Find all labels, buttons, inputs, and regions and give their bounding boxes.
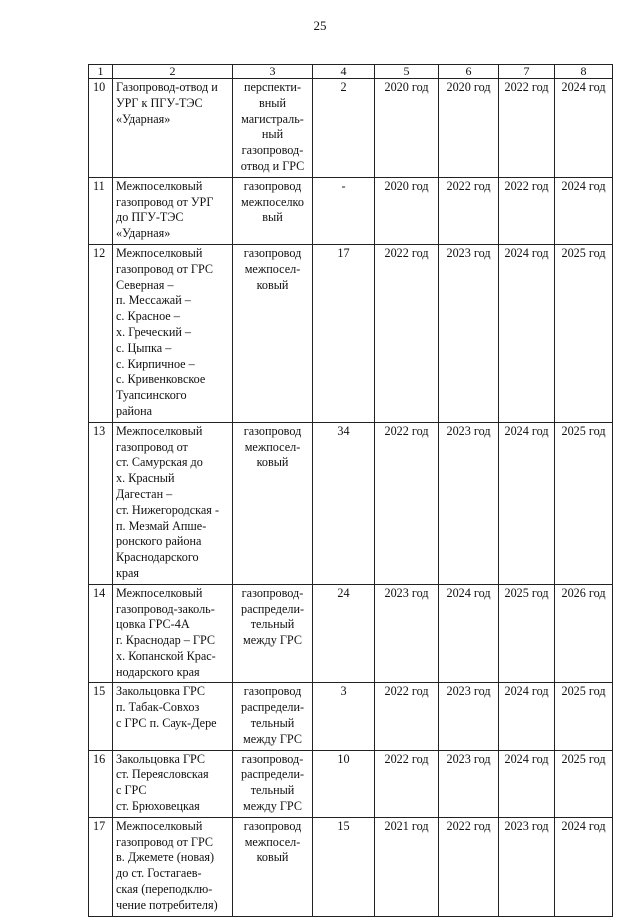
pipeline-length: 15 xyxy=(313,817,375,916)
header-cell: 3 xyxy=(233,65,313,79)
header-cell: 7 xyxy=(499,65,555,79)
pipeline-length: 24 xyxy=(313,584,375,683)
table-row xyxy=(89,244,613,422)
year-col-5: 2022 год xyxy=(375,750,439,817)
pipeline-type: перспекти- вный магистраль- ный газопровод- отвод и ГРС xyxy=(233,79,313,178)
pipeline-type: газопровод межпосел- ковый xyxy=(233,422,313,584)
year-col-6: 2023 год xyxy=(439,244,499,422)
pipeline-length: 10 xyxy=(313,750,375,817)
table-row xyxy=(89,750,613,817)
header-cell: 8 xyxy=(555,65,613,79)
header-cell: 4 xyxy=(313,65,375,79)
year-col-7: 2024 год xyxy=(499,750,555,817)
year-col-6: 2022 год xyxy=(439,817,499,916)
year-col-7: 2024 год xyxy=(499,683,555,750)
year-col-8: 2024 год xyxy=(555,79,613,178)
year-col-7: 2022 год xyxy=(499,79,555,178)
pipeline-length: 3 xyxy=(313,683,375,750)
table-row xyxy=(89,683,613,750)
year-col-6: 2023 год xyxy=(439,750,499,817)
year-col-5: 2023 год xyxy=(375,584,439,683)
pipeline-name: Закольцовка ГРС ст. Переясловская с ГРС ст. Брюховецкая xyxy=(113,750,233,817)
pipeline-name: Межпоселковый газопровод от УРГ до ПГУ-ТЭС «Ударная» xyxy=(113,177,233,244)
table-row xyxy=(89,422,613,584)
row-number: 17 xyxy=(89,817,113,916)
year-col-8: 2024 год xyxy=(555,817,613,916)
year-col-6: 2024 год xyxy=(439,584,499,683)
pipeline-type: газопровод распредели- тельный между ГРС xyxy=(233,683,313,750)
year-col-8: 2025 год xyxy=(555,683,613,750)
pipeline-type: газопровод- распредели- тельный между ГРС xyxy=(233,584,313,683)
header-row xyxy=(89,65,613,79)
pipeline-name: Закольцовка ГРС п. Табак-Совхоз с ГРС п. Саук-Дере xyxy=(113,683,233,750)
pipeline-type: газопровод межпоселко вый xyxy=(233,177,313,244)
table-row xyxy=(89,79,613,178)
year-col-6: 2023 год xyxy=(439,422,499,584)
year-col-6: 2023 год xyxy=(439,683,499,750)
pipeline-name: Межпоселковый газопровод от ст. Самурская до х. Красный Дагестан – ст. Нижегородская - п. Мезмай Апше- ронского района Краснодарского края xyxy=(113,422,233,584)
year-col-6: 2020 год xyxy=(439,79,499,178)
pipeline-name: Газопровод-отвод и УРГ к ПГУ-ТЭС «Ударная» xyxy=(113,79,233,178)
pipeline-length: 17 xyxy=(313,244,375,422)
pipeline-name: Межпоселковый газопровод от ГРС в. Джемете (новая) до ст. Гостагаев- ская (переподклю- чение потребителя) xyxy=(113,817,233,916)
header-cell: 1 xyxy=(89,65,113,79)
row-number: 13 xyxy=(89,422,113,584)
pipeline-type: газопровод- распредели- тельный между ГРС xyxy=(233,750,313,817)
table-row xyxy=(89,817,613,916)
year-col-8: 2025 год xyxy=(555,244,613,422)
row-number: 14 xyxy=(89,584,113,683)
row-number: 12 xyxy=(89,244,113,422)
pipeline-length: - xyxy=(313,177,375,244)
page-number: 25 xyxy=(313,18,327,33)
table-row xyxy=(89,177,613,244)
year-col-8: 2025 год xyxy=(555,750,613,817)
pipeline-type: газопровод межпосел- ковый xyxy=(233,817,313,916)
year-col-5: 2022 год xyxy=(375,244,439,422)
header-cell: 2 xyxy=(113,65,233,79)
year-col-8: 2024 год xyxy=(555,177,613,244)
pipeline-name: Межпоселковый газопровод-заколь- цовка ГРС-4А г. Краснодар – ГРС х. Копанской Крас- нодарского края xyxy=(113,584,233,683)
table-row xyxy=(89,584,613,683)
pipeline-length: 2 xyxy=(313,79,375,178)
row-number: 11 xyxy=(89,177,113,244)
year-col-6: 2022 год xyxy=(439,177,499,244)
pipeline-type: газопровод межпосел- ковый xyxy=(233,244,313,422)
gas-pipeline-table xyxy=(88,64,613,917)
year-col-7: 2022 год xyxy=(499,177,555,244)
header-cell: 5 xyxy=(375,65,439,79)
year-col-5: 2021 год xyxy=(375,817,439,916)
pipeline-name: Межпоселковый газопровод от ГРС Северная – п. Мессажай – с. Красное – х. Греческий – с. Цыпка – с. Кирпичное – с. Кривенковское Туапсинского района xyxy=(113,244,233,422)
year-col-5: 2022 год xyxy=(375,683,439,750)
pipeline-length: 34 xyxy=(313,422,375,584)
year-col-8: 2026 год xyxy=(555,584,613,683)
year-col-5: 2022 год xyxy=(375,422,439,584)
row-number: 16 xyxy=(89,750,113,817)
year-col-8: 2025 год xyxy=(555,422,613,584)
year-col-5: 2020 год xyxy=(375,79,439,178)
year-col-5: 2020 год xyxy=(375,177,439,244)
year-col-7: 2024 год xyxy=(499,422,555,584)
row-number: 10 xyxy=(89,79,113,178)
header-cell: 6 xyxy=(439,65,499,79)
row-number: 15 xyxy=(89,683,113,750)
year-col-7: 2024 год xyxy=(499,244,555,422)
year-col-7: 2025 год xyxy=(499,584,555,683)
year-col-7: 2023 год xyxy=(499,817,555,916)
